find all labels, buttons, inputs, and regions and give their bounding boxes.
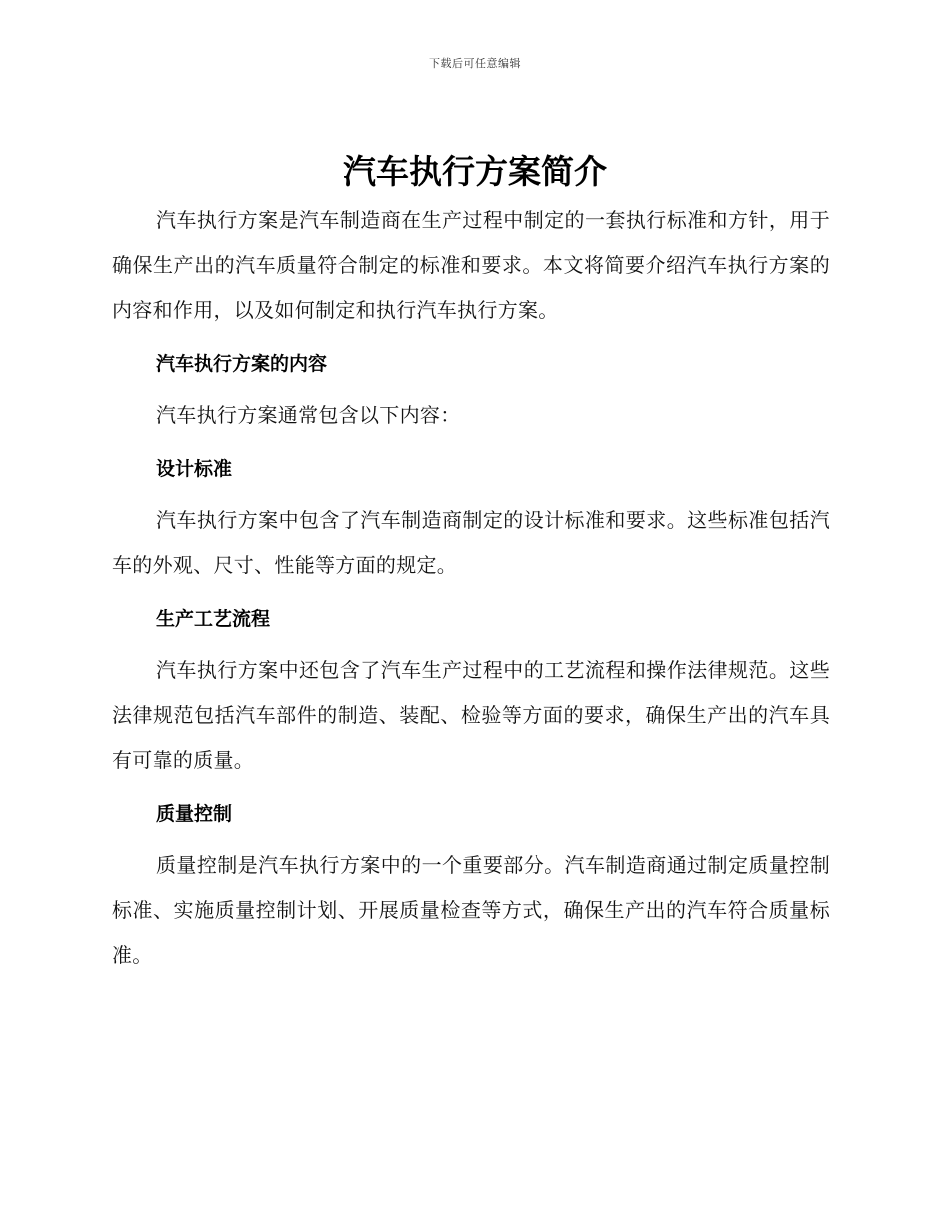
section-paragraph-design: 汽车执行方案中包含了汽车制造商制定的设计标准和要求。这些标准包括汽车的外观、尺寸、性能等方面的规定。	[112, 508, 830, 577]
section-paragraph-content: 汽车执行方案通常包含以下内容：	[156, 403, 461, 427]
page-title: 汽车执行方案简介	[343, 152, 607, 191]
header-note: 下载后可任意编辑	[429, 57, 521, 70]
section-heading-content: 汽车执行方案的内容	[156, 353, 328, 375]
section-paragraph-process: 汽车执行方案中还包含了汽车生产过程中的工艺流程和操作法律规范。这些法律规范包括汽车部件的制造、装配、检验等方面的要求，确保生产出的汽车具有可靠的质量。	[112, 658, 830, 772]
intro-paragraph: 汽车执行方案是汽车制造商在生产过程中制定的一套执行标准和方针，用于确保生产出的汽车质量符合制定的标准和要求。本文将简要介绍汽车执行方案的内容和作用，以及如何制定和执行汽车执行方案。	[112, 208, 830, 322]
section-heading-design: 设计标准	[156, 458, 233, 480]
document-body	[112, 198, 830, 978]
section-heading-quality: 质量控制	[156, 803, 233, 825]
section-heading-process: 生产工艺流程	[156, 608, 271, 630]
section-paragraph-quality: 质量控制是汽车执行方案中的一个重要部分。汽车制造商通过制定质量控制标准、实施质量控制计划、开展质量检查等方式，确保生产出的汽车符合质量标准。	[112, 853, 830, 967]
